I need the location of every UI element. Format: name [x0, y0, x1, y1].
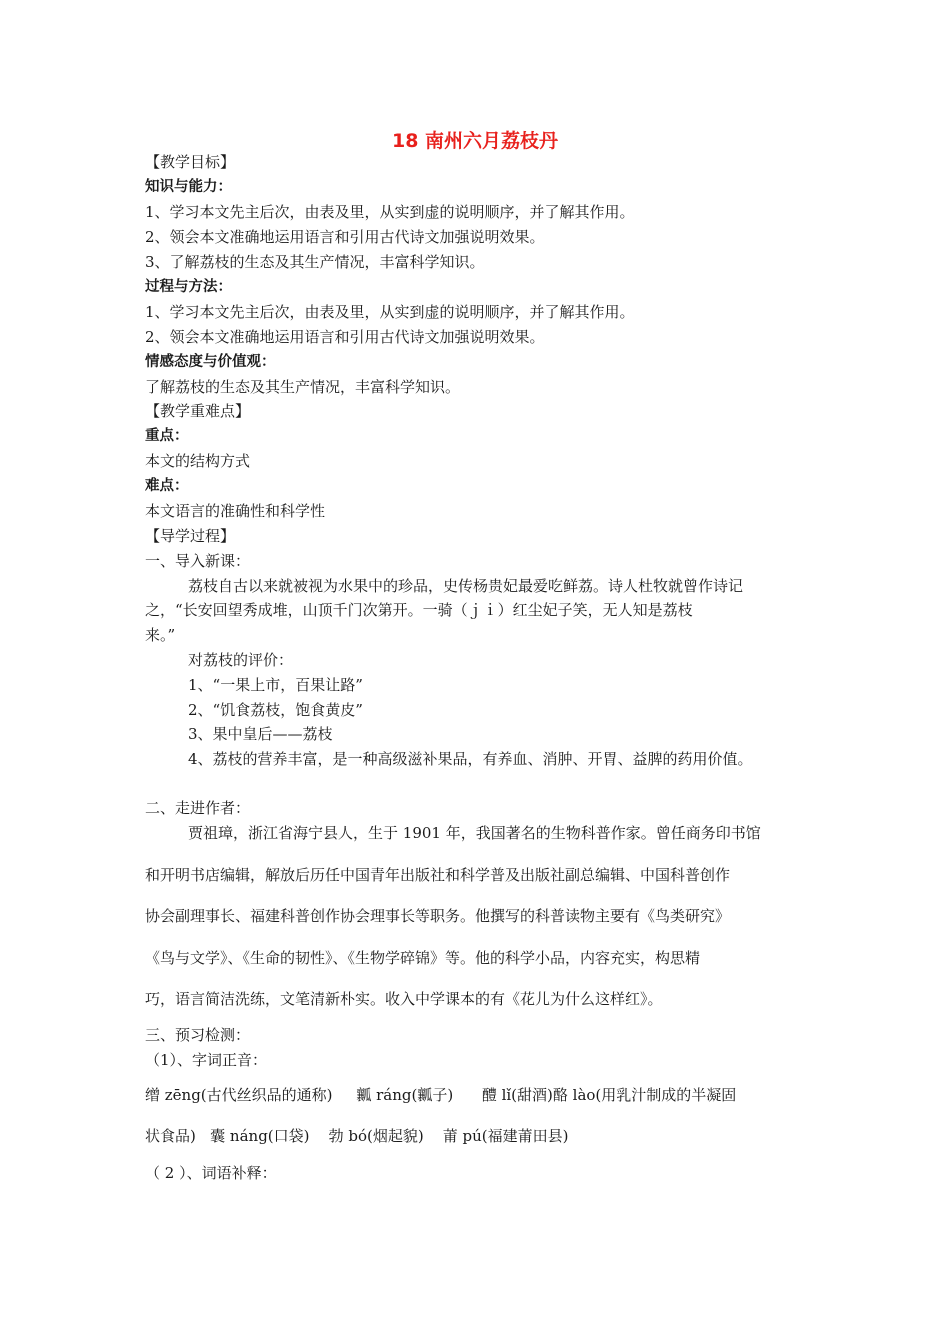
key-label: 重点：: [145, 428, 189, 444]
process-label: 过程与方法：: [145, 279, 232, 295]
pronunciation-label: （1）、字词正音：: [145, 1051, 268, 1069]
evaluation-item: 1、“一果上市，百果让路”: [188, 676, 363, 694]
evaluation-item: 2、“饥食荔枝，饱食黄皮”: [188, 701, 363, 719]
author-header: 二、走进作者：: [145, 799, 251, 817]
knowledge-item: 2、领会本文准确地运用语言和引用古代诗文加强说明效果。: [145, 228, 545, 246]
author-line: 《鸟与文学》、《生命的韧性》、《生物学碎锦》等。他的科学小品，内容充实，构思精: [145, 949, 701, 967]
emotion-text: 了解荔枝的生态及其生产情况，丰富科学知识。: [145, 378, 461, 396]
evaluation-item: 3、果中皇后——荔枝: [188, 725, 333, 743]
key-text: 本文的结构方式: [145, 452, 251, 470]
author-line: 协会副理事长、福建科普创作协会理事长等职务。他撰写的科普读物主要有《鸟类研究》: [145, 907, 731, 925]
process-item: 2、领会本文准确地运用语言和引用古代诗文加强说明效果。: [145, 328, 545, 346]
author-line: 贾祖璋，浙江省海宁县人，生于 1901 年，我国著名的生物科普作家。曾任商务印书馆: [188, 824, 761, 842]
knowledge-item: 3、了解荔枝的生态及其生产情况，丰富科学知识。: [145, 253, 485, 271]
preview-header: 三、预习检测：: [145, 1026, 251, 1044]
intro-line: 来。”: [145, 626, 176, 644]
guide-header: 【导学过程】: [145, 527, 236, 545]
knowledge-item: 1、学习本文先主后次，由表及里，从实到虚的说明顺序，并了解其作用。: [145, 203, 635, 221]
difficult-label: 难点：: [145, 478, 189, 494]
intro-line: 之，“长安回望秀成堆，山顶千门次第开。一骑（ｊｉ）红尘妃子笑，无人知是荔枝: [145, 601, 693, 619]
intro-header: 一、导入新课：: [145, 552, 251, 570]
author-line: 巧，语言简洁洗练，文笔清新朴实。收入中学课本的有《花儿为什么这样红》。: [145, 990, 663, 1008]
knowledge-label: 知识与能力：: [145, 179, 232, 195]
intro-line: 荔枝自古以来就被视为水果中的珍品，史传杨贵妃最爱吃鲜荔。诗人杜牧就曾作诗记: [188, 577, 744, 595]
evaluation-item: 4、荔枝的营养丰富，是一种高级滋补果品，有养血、消肿、开胃、益脾的药用价值。: [188, 750, 753, 768]
evaluation-label: 对荔枝的评价：: [188, 651, 294, 669]
process-item: 1、学习本文先主后次，由表及里，从实到虚的说明顺序，并了解其作用。: [145, 303, 635, 321]
page-title: 18 南州六月荔枝丹: [391, 130, 559, 152]
author-line: 和开明书店编辑，解放后历任中国青年出版社和科学普及出版社副总编辑、中国科普创作: [145, 866, 731, 884]
key-points-header: 【教学重难点】: [145, 402, 251, 420]
emotion-label: 情感态度与价值观：: [145, 354, 276, 370]
objectives-header: 【教学目标】: [145, 153, 236, 171]
vocab-label: （ 2 ）、词语补释：: [145, 1164, 277, 1182]
pronunciation-line: 缯 zēng(古代丝织品的通称) 瓤 ráng(瓤子) 醴 lǐ(甜酒)酪 lào(用乳汁制成的半凝固: [145, 1086, 737, 1104]
pronunciation-line: 状食品) 囊 náng(口袋) 勃 bó(烟起貌) 莆 pú(福建莆田县): [145, 1127, 569, 1145]
difficult-text: 本文语言的准确性和科学性: [145, 502, 326, 520]
